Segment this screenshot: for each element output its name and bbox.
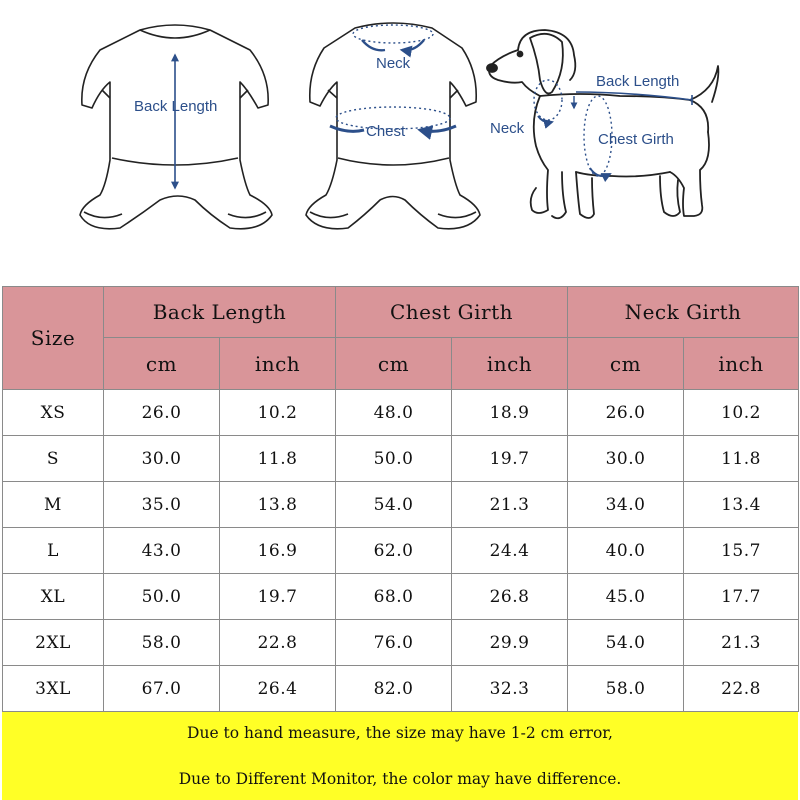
unit-header-cm: cm — [336, 338, 452, 390]
header-row-units — [3, 338, 799, 390]
measurement-cell: 29.9 — [452, 620, 568, 666]
header-row-groups — [3, 287, 799, 338]
measurement-cell: 30.0 — [104, 436, 220, 482]
measurement-cell: 19.7 — [220, 574, 336, 620]
table-row — [3, 436, 799, 482]
table-row — [3, 528, 799, 574]
measurement-cell: 21.3 — [452, 482, 568, 528]
measurement-cell: 40.0 — [568, 528, 684, 574]
measurement-cell: 11.8 — [220, 436, 336, 482]
size-cell: 2XL — [3, 620, 104, 666]
table-row — [3, 620, 799, 666]
size-cell: S — [3, 436, 104, 482]
measurement-cell: 32.3 — [452, 666, 568, 712]
back-length-label: Back Length — [134, 98, 218, 115]
notice-line-measure-error: Due to hand measure, the size may have 1-2 cm error, — [187, 724, 613, 742]
measurement-cell: 15.7 — [684, 528, 799, 574]
table-row — [3, 574, 799, 620]
measurement-cell: 18.9 — [452, 390, 568, 436]
dog-neck-label: Neck — [490, 120, 525, 137]
table-row — [3, 390, 799, 436]
measurement-cell: 82.0 — [336, 666, 452, 712]
measurement-cell: 11.8 — [684, 436, 799, 482]
measurement-cell: 45.0 — [568, 574, 684, 620]
measurement-cell: 58.0 — [104, 620, 220, 666]
measurement-cell: 54.0 — [568, 620, 684, 666]
dog-back-length-label: Back Length — [596, 73, 680, 90]
measurement-cell: 30.0 — [568, 436, 684, 482]
back-length-header: Back Length — [104, 287, 336, 338]
measurement-cell: 34.0 — [568, 482, 684, 528]
table-row — [3, 482, 799, 528]
measurement-cell: 26.4 — [220, 666, 336, 712]
unit-header-inch: inch — [220, 338, 336, 390]
measurement-cell: 13.8 — [220, 482, 336, 528]
unit-header-inch: inch — [684, 338, 799, 390]
size-chart-table — [2, 286, 799, 712]
size-cell: L — [3, 528, 104, 574]
measurement-cell: 26.0 — [104, 390, 220, 436]
measurement-illustrations — [0, 0, 800, 262]
measurement-cell: 10.2 — [220, 390, 336, 436]
chest-label: Chest — [366, 123, 406, 140]
size-cell: M — [3, 482, 104, 528]
measurement-cell: 50.0 — [336, 436, 452, 482]
measurement-cell: 48.0 — [336, 390, 452, 436]
garment-back-drawing — [80, 25, 272, 229]
size-cell: XL — [3, 574, 104, 620]
measurement-cell: 22.8 — [220, 620, 336, 666]
measurement-cell: 54.0 — [336, 482, 452, 528]
dog-chest-girth-label: Chest Girth — [598, 131, 674, 148]
measurement-cell: 13.4 — [684, 482, 799, 528]
neck-measure-line — [353, 25, 433, 43]
measurement-cell: 67.0 — [104, 666, 220, 712]
measurement-cell: 10.2 — [684, 390, 799, 436]
neck-label: Neck — [376, 55, 411, 72]
measurement-cell: 16.9 — [220, 528, 336, 574]
measurement-cell: 17.7 — [684, 574, 799, 620]
measurement-cell: 62.0 — [336, 528, 452, 574]
unit-header-cm: cm — [104, 338, 220, 390]
neck-girth-header: Neck Girth — [568, 287, 799, 338]
measurement-cell: 68.0 — [336, 574, 452, 620]
notice-line-monitor-color: Due to Different Monitor, the color may have difference. — [178, 770, 622, 788]
unit-header-inch: inch — [452, 338, 568, 390]
size-cell: XS — [3, 390, 104, 436]
chest-girth-header: Chest Girth — [336, 287, 568, 338]
measurement-cell: 22.8 — [684, 666, 799, 712]
measurement-cell: 50.0 — [104, 574, 220, 620]
size-header: Size — [3, 287, 104, 390]
notice-banner — [2, 712, 798, 800]
size-rows — [3, 390, 799, 712]
size-cell: 3XL — [3, 666, 104, 712]
measurement-cell: 58.0 — [568, 666, 684, 712]
measurement-cell: 24.4 — [452, 528, 568, 574]
measurement-cell: 19.7 — [452, 436, 568, 482]
measurement-cell: 21.3 — [684, 620, 799, 666]
unit-header-cm: cm — [568, 338, 684, 390]
measurement-cell: 26.8 — [452, 574, 568, 620]
table-row — [3, 666, 799, 712]
measurement-cell: 26.0 — [568, 390, 684, 436]
measurement-cell: 35.0 — [104, 482, 220, 528]
measurement-cell: 43.0 — [104, 528, 220, 574]
measurement-cell: 76.0 — [336, 620, 452, 666]
